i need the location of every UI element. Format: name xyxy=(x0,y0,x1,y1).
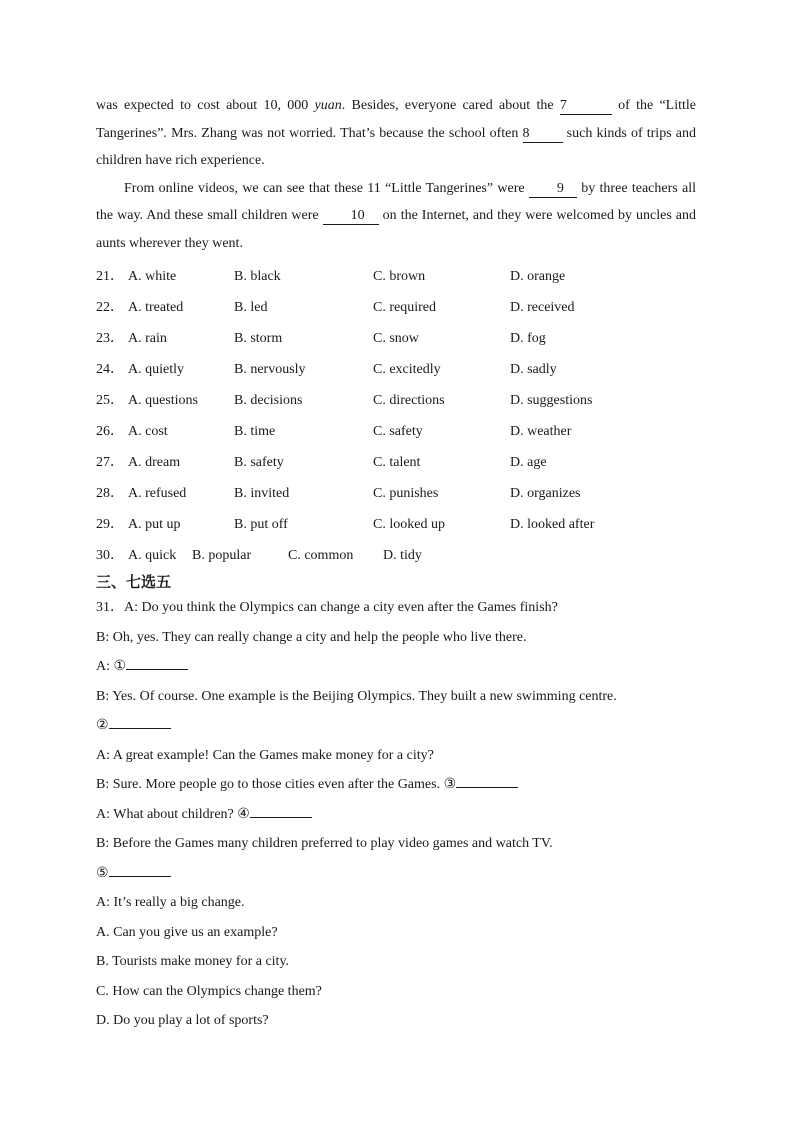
question-number: 22． xyxy=(96,300,124,315)
option-row xyxy=(96,416,696,447)
question-number: 25． xyxy=(96,393,124,408)
dialogue-line: A: It’s really a big change. xyxy=(96,895,245,910)
dialogue-line: B: Before the Games many children preferred to play video games and watch TV. xyxy=(96,836,553,851)
option-b: B. black xyxy=(234,269,281,284)
question-number: 26． xyxy=(96,424,124,439)
option-b: B. decisions xyxy=(234,393,303,408)
option-c: C. looked up xyxy=(373,517,445,532)
option-b: B. led xyxy=(234,300,268,315)
option-d: D. received xyxy=(510,300,575,315)
option-c: C. excitedly xyxy=(373,362,441,377)
choice-c: C. How can the Olympics change them? xyxy=(96,983,322,999)
option-row xyxy=(96,261,696,292)
choice-a: A. Can you give us an example? xyxy=(96,924,278,940)
dialogue-line xyxy=(96,800,696,830)
answer-blank-2 xyxy=(109,714,171,729)
italic-text: yuan xyxy=(314,98,342,113)
options-list xyxy=(96,261,696,571)
option-row xyxy=(96,292,696,323)
question-number: 21． xyxy=(96,269,124,284)
option-b: B. popular xyxy=(192,548,252,563)
option-a: A. rain xyxy=(128,331,167,346)
question-number: 28． xyxy=(96,486,124,501)
option-b: B. safety xyxy=(234,455,284,470)
option-b: B. storm xyxy=(234,331,283,346)
option-row xyxy=(96,540,696,571)
option-a: A. refused xyxy=(128,486,187,501)
option-d: D. sadly xyxy=(510,362,557,377)
option-b: B. put off xyxy=(234,517,288,532)
option-d: D. age xyxy=(510,455,547,470)
option-a: A. quietly xyxy=(128,362,184,377)
answer-blank-4 xyxy=(250,803,312,818)
option-row xyxy=(96,478,696,509)
dialogue-line: 31．A: Do you think the Olympics can change a city even after the Games finish? xyxy=(96,600,558,615)
passage-paragraph-2 xyxy=(96,175,696,258)
answer-blank-5 xyxy=(109,862,171,877)
text-run: From online videos, we can see that these 11 “Little Tangerines” were xyxy=(124,180,529,196)
option-d: D. organizes xyxy=(510,486,581,501)
option-c: C. punishes xyxy=(373,486,439,501)
question-number: 24． xyxy=(96,362,124,377)
option-c: C. required xyxy=(373,300,436,315)
dialogue-line: B: Oh, yes. They can really change a city and help the people who live there. xyxy=(96,629,527,645)
text-run: such kinds of trips and children have rich experience. xyxy=(96,125,697,168)
option-a: A. dream xyxy=(128,455,181,470)
dialogue-text: A: ① xyxy=(96,659,127,674)
text-run: . Besides, everyone cared about the xyxy=(341,98,560,113)
dialogue-line: B: Yes. Of course. One example is the Beijing Olympics. They built a new swimming centre. xyxy=(96,688,617,704)
option-b: B. nervously xyxy=(234,362,306,377)
option-row xyxy=(96,323,696,354)
dialogue-text: ② xyxy=(96,718,109,733)
section-title: 三、七选五 xyxy=(96,573,172,591)
question-number: 29． xyxy=(96,517,124,532)
option-row xyxy=(96,509,696,540)
option-a: A. put up xyxy=(128,517,181,532)
blank-7: 7 xyxy=(560,98,612,115)
option-b: B. invited xyxy=(234,486,290,501)
dialogue-text: A: What about children? ④ xyxy=(96,806,250,822)
question-number: 23． xyxy=(96,331,124,346)
option-d: D. looked after xyxy=(510,517,595,532)
option-d: D. weather xyxy=(510,424,572,439)
option-d: D. fog xyxy=(510,331,546,346)
question-number: 27． xyxy=(96,455,124,470)
text-run: on the Internet, and they were welcomed by uncles and aunts wherever they went. xyxy=(96,208,696,251)
answer-blank-1 xyxy=(126,655,188,670)
dialogue-text: ⑤ xyxy=(96,865,109,881)
dialogue-text: B: Sure. More people go to those cities even after the Games. ③ xyxy=(96,777,457,792)
answer-blank-3 xyxy=(456,773,518,788)
option-a: A. cost xyxy=(128,424,168,439)
dialogue-line xyxy=(96,859,696,889)
option-row xyxy=(96,354,696,385)
option-c: C. talent xyxy=(373,455,421,470)
dialogue-line xyxy=(96,711,696,741)
option-a: A. white xyxy=(128,269,177,284)
choice-d: D. Do you play a lot of sports? xyxy=(96,1013,269,1028)
option-c: C. common xyxy=(288,548,354,563)
option-a: A. questions xyxy=(128,393,198,408)
blank-8: 8 xyxy=(523,126,563,143)
option-d: D. orange xyxy=(510,269,566,284)
choice-b: B. Tourists make money for a city. xyxy=(96,954,290,969)
document-page xyxy=(96,92,696,1036)
blank-9: 9 xyxy=(529,181,577,198)
option-row xyxy=(96,385,696,416)
text-run: by three teachers all the way. And these small children were xyxy=(96,180,696,223)
text-run: of the “Little Tangerines”. Mrs. Zhang was not worried. That’s because the school often xyxy=(96,98,696,141)
text-run: was expected to cost about 10, 000 xyxy=(96,98,315,113)
option-c: C. snow xyxy=(373,331,419,346)
option-a: A. treated xyxy=(128,300,184,315)
option-b: B. time xyxy=(234,424,276,439)
option-row xyxy=(96,447,696,478)
passage-paragraph-1 xyxy=(96,92,696,175)
question-number: 30． xyxy=(96,548,124,563)
dialogue-line xyxy=(96,652,696,682)
option-c: C. brown xyxy=(373,269,426,284)
option-d: D. suggestions xyxy=(510,393,593,408)
blank-10: 10 xyxy=(323,208,379,225)
option-d: D. tidy xyxy=(383,548,422,563)
option-a: A. quick xyxy=(128,548,177,563)
dialogue-line xyxy=(96,770,696,800)
option-c: C. safety xyxy=(373,424,423,439)
dialogue xyxy=(96,593,696,1036)
dialogue-line: A: A great example! Can the Games make money for a city? xyxy=(96,747,434,763)
option-c: C. directions xyxy=(373,393,445,408)
